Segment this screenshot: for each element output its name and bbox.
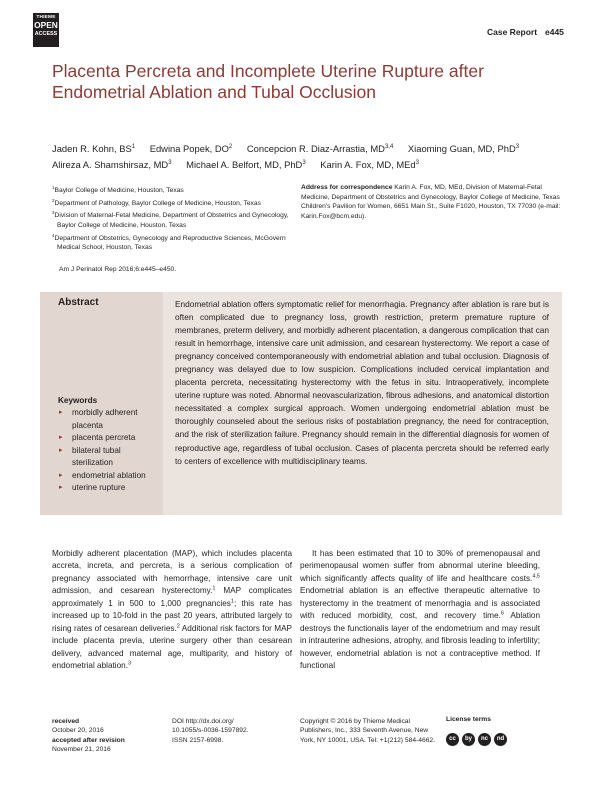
cc-license-icons[interactable] xyxy=(446,727,510,746)
doi-prefix[interactable]: DOI http://dx.doi.org/ xyxy=(172,718,234,725)
abstract-heading: Abstract xyxy=(58,297,99,308)
correspondence-label: Address for correspondence xyxy=(301,184,393,191)
author: Edwina Popek, $DO^2$ xyxy=(149,143,233,155)
cc-nc-icon: nc xyxy=(478,733,491,746)
thieme-open-access-logo xyxy=(33,13,59,47)
logo-line-1: THIEME xyxy=(36,15,56,20)
keyword-item: ▸ morbidly adherent placenta xyxy=(58,407,162,432)
issn: ISSN 2157-6998. xyxy=(172,736,224,744)
correspondence xyxy=(301,183,563,221)
received-dates xyxy=(52,717,125,754)
license-terms-link[interactable]: License terms xyxy=(446,716,491,723)
cc-by-icon: by xyxy=(462,733,475,746)
abstract-text: Endometrial ablation offers symptomatic relief for menorrhagia. Pregnancy after ablation is rare but is often complicated due to pregnancy loss, growth restriction, preterm premature rupture of membranes, preterm delivery, and morbidly adherent placentation, a dangerous complication that can result in hemorrhage, intensive care unit admission, and cesarean hysterectomy. We report a case of pregnancy conceived contemporaneously with endometrial ablation and tubal occlusion. Diagnosis of pregnancy was delayed due to low suspicion. Complications included cervical implantation and placenta percreta, necessitating hysterectomy with the fetus in situ. Intraoperatively, incomplete uterine rupture was noted. Abnormal neovascularization, fibrous adhesions, and anatomical distortion necessitated a complex surgical approach. Women undergoing endometrial ablation must be thoroughly counseled about the serious risks of postablation pregnancy, the need for contraception, and the risk of sterilization failure. Pregnancy should remain in the differential diagnosis for women of reproductive age, regardless of tubal occlusion. Cases of placenta percreta should be referred early to centers of excellence with multidisciplinary teams. xyxy=(175,299,549,466)
article-type: Case Report xyxy=(487,27,538,37)
logo-line-2: OPEN xyxy=(34,20,58,30)
keyword-item: ▸ placenta percreta xyxy=(58,432,162,445)
author: Concepcion R. Diaz-Arrastia, MD$^{3,4}$ xyxy=(246,143,394,155)
author: Alireza A. Shamshirsaz, $MD^3$ xyxy=(52,159,172,171)
cc-icon: cc xyxy=(446,733,459,746)
keyword-item: ▸ uterine rupture xyxy=(58,482,162,495)
accepted-date: November 21, 2016 xyxy=(52,745,111,753)
correspondence-text: Karin A. Fox, MD, MEd, Division of Maternal-Fetal Medicine, Department of Obstetrics and Gynecology, Baylor College of Medicine, Texas Children's Pavilion for Women, 6651 Main St., Suite F1020, Houston, TX 77030 (e-mail: Karin.Fox@bcm.edu). xyxy=(301,184,561,220)
author: Karin A. Fox, MD, MEd$^3$ xyxy=(320,159,419,171)
doi-value[interactable]: 10.1055/s-0036-1597892. xyxy=(172,727,249,735)
body-column-left: Morbidly adherent placentation (MAP), which includes placenta accreta, increta, and percreta, is a serious complication of pregnancy associated with hemorrhage, intensive care unit admission, and cesarean hysterectomy.$^1$ MAP complicates approximately 1 in 500 to 1,000 pregnancies$^1$; this rate has increased up to 10-fold in the past 20 years, attributed largely to rising rates of cesarean deliveries.$^2$ Additional risk factors for MAP include placenta previa, uterine surgery other than cesarean delivery, advanced maternal age, multiparity, and history of endometrial ablation.$^3$ xyxy=(52,549,293,671)
affiliation: $^3$Division of Maternal-Fetal Medicine, Department of Obstetrics and Gynecology, Baylor College of Medicine, Houston, Texas xyxy=(52,210,289,230)
keyword-list xyxy=(58,407,162,495)
keyword-item: ▸ bilateral tubal sterilization xyxy=(58,445,162,470)
doi-info xyxy=(172,717,249,745)
affiliations xyxy=(52,183,290,253)
page-number: e445 xyxy=(545,27,564,37)
journal-citation: Am J Perinatol Rep 2016;6:e445–e450. xyxy=(59,266,177,273)
keyword-item: ▸ endometrial ablation xyxy=(58,470,162,483)
affiliation: $^4$Department of Obstetrics, Gynecology and Reproductive Sciences, McGovern Medical School, Houston, Texas xyxy=(52,232,286,252)
author-list xyxy=(52,140,562,172)
cc-nd-icon: nd xyxy=(494,733,507,746)
received-date: October 20, 2016 xyxy=(52,727,104,735)
keywords-heading: Keywords xyxy=(58,396,98,405)
affiliation: $^1$Baylor College of Medicine, Houston, Texas xyxy=(52,185,184,195)
received-label: received xyxy=(52,718,80,725)
affiliation: $^2$Department of Pathology, Baylor College of Medicine, Houston, Texas xyxy=(52,197,261,207)
author: Xiaoming Guan, MD, PhD$^3$ xyxy=(407,143,520,155)
body-column-right: It has been estimated that 10 to 30% of premenopausal and perimenopausal women suffer from abnormal uterine bleeding, which significantly affects quality of life and healthcare costs.$^{4,5}$ Endometrial ablation is an effective therapeutic alternative to hysterectomy in the treatment of menorrhagia and is associated with reduced morbidity, cost, and recovery time.$^6$ Ablation destroys the functionalis layer of the endometrium and may result in intrauterine adhesions, atrophy, and fibrosis leading to infertility; however, endometrial ablation is not a contraceptive method. If functional xyxy=(300,549,540,671)
author: Michael A. Belfort, MD, PhD$^3$ xyxy=(186,159,306,171)
logo-line-3: ACCESS xyxy=(34,31,58,37)
accepted-label: accepted after revision xyxy=(52,736,125,744)
author: Jaden R. Kohn, $BS^1$ xyxy=(52,143,136,155)
copyright: Copyright © 2016 by Thieme Medical Publishers, Inc., 333 Seventh Avenue, New York, NY 10001, USA. Tel: +1(212) 584-4662. xyxy=(300,718,436,744)
article-title: Placenta Percreta and Incomplete Uterine Rupture after Endometrial Ablation and Tubal Occlusion xyxy=(52,61,484,102)
